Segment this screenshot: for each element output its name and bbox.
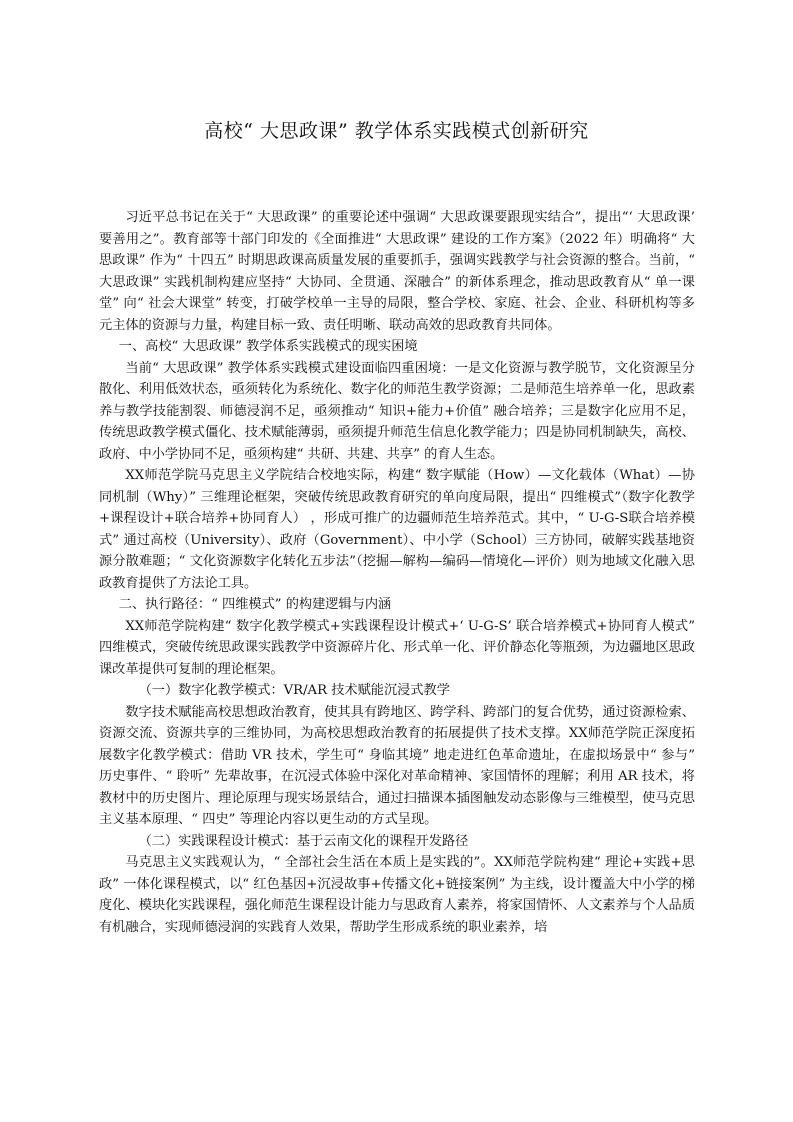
paper-body [99,207,695,938]
body-paragraph: XX师范学院构建“ 数字化教学模式+实践课程设计模式+‘ U-G-S’ 联合培养模式+协同育人模式” 四维模式，突破传统思政课实践教学中资源碎片化、形式单一化、评价静态化等瓶颈，为边疆地区思政课改革提供可复制的理论框架。 [99,618,695,677]
paper-title: 高校“ 大思政课” 教学体系实践模式创新研究 [204,120,589,142]
body-paragraph: 习近平总书记在关于“ 大思政课” 的重要论述中强调“ 大思政课要跟现实结合”，提出“‘ 大思政课’ 要善用之”。教育部等十部门印发的《全面推进“ 大思政课” 建设的工作方案》（2022 年）明确将“ 大思政课” 作为“ 十四五” 时期思政课高质量发展的重要抓手，强调实践教学与社会资源的整合。当前，“ 大思政课” 实践机制构建应坚持“ 大协同、全贯通、深融合” 的新体系理念，推动思政教育从“ 单一课堂” 向“ 社会大课堂” 转变，打破学校单一主导的局限，整合学校、家庭、社会、企业、科研机构等多元主体的资源与力量，构建目标一致、责任明晰、联动高效的思政教育共同体。 [99,210,695,333]
subsection-heading: （二）实践课程设计模式：基于云南文化的课程开发路径 [138,833,469,849]
body-paragraph: XX师范学院马克思主义学院结合校地实际，构建“ 数字赋能（How）—文化载体（What）—协同机制（Why）” 三维理论框架，突破传统思政教育研究的单向度局限，提出“ 四维模式”（数字化教学+课程设计+联合培养+协同育人） ，形成可推广的边疆师范生培养范式。其中，“ U-G-S联合培养模式” 通过高校（University）、政府（Government）、中小学（School）三方协同，破解实践基地资源分散难题；“ 文化资源数字化转化五步法”（挖掘—解构—编码—情境化—评价）则为地域文化融入思政教育提供了方法论工具。 [99,468,695,591]
section-heading: 一、高校“ 大思政课” 教学体系实践模式的现实困境 [118,339,418,354]
body-paragraph: 数字技术赋能高校思想政治教育，使其具有跨地区、跨学科、跨部门的复合优势，通过资源检索、资源交流、资源共享的三维协同，为高校思想政治教育的拓展提供了技术支撑。XX师范学院正深度拓展数字化教学模式：借助 VR 技术，学生可“ 身临其境” 地走进红色革命遗址，在虚拟场景中“ 参与” 历史事件、“ 聆听” 先辈故事，在沉浸式体验中深化对革命精神、家国情怀的理解；利用 AR 技术，将教材中的历史图片、理论原理与现实场景结合，通过扫描课本插图触发动态影像与三维模型，使马克思主义基本原理、“ 四史” 等理论内容以更生动的方式呈现。 [99,704,695,827]
body-paragraph: 当前“ 大思政课” 教学体系实践模式建设面临四重困境：一是文化资源与教学脱节，文化资源呈分散化、利用低效状态，亟须转化为系统化、数字化的师范生教学资源；二是师范生培养单一化，思政素养与教学技能割裂、师德浸润不足，亟须推动“ 知识+能力+价值” 融合培养；三是数字化应用不足，传统思政教学模式僵化、技术赋能薄弱，亟须提升师范生信息化教学能力；四是协同机制缺失，高校、政府、中小学协同不足，亟须构建“ 共研、共建、共享” 的育人生态。 [99,360,695,462]
section-heading: 二、执行路径：“ 四维模式” 的构建逻辑与内涵 [118,597,392,612]
subsection-heading: （一）数字化教学模式：VR/AR 技术赋能沉浸式教学 [138,683,450,698]
body-paragraph: 马克思主义实践观认为，“ 全部社会生活在本质上是实践的”。XX师范学院构建“ 理论+实践+思政” 一体化课程模式，以“ 红色基因+沉浸故事+传播文化+链接案例” 为主线，设计覆盖大中小学的梯度化、模块化实践课程，强化师范生课程设计能力与思政育人素养，将家国情怀、人文素养与个人品质有机融合，实现师德浸润的实践育人效果，帮助学生形成系统的职业素养，培 [99,855,695,935]
